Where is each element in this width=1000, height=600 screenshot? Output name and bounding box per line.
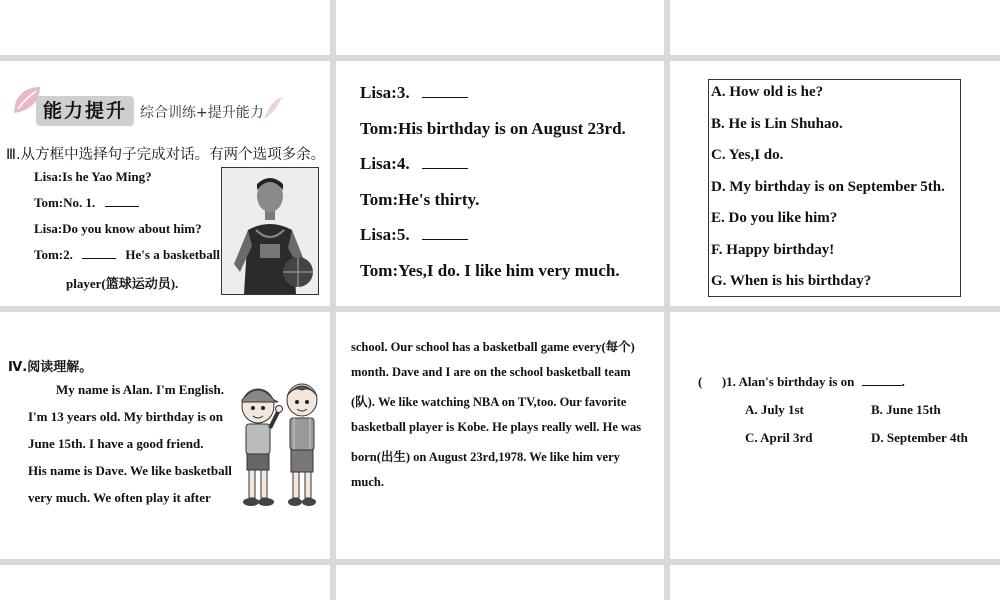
dialogue-text: Tom:No. 1.	[34, 195, 96, 210]
choice-d[interactable]: D. September 4th	[871, 430, 968, 445]
panel-top-right-strip	[670, 0, 1000, 55]
choice-a[interactable]: A. July 1st	[745, 402, 804, 417]
passage-line-11: much.	[351, 474, 384, 489]
panel-top-left-strip	[0, 0, 330, 55]
dialogue-text: Lisa:4.	[360, 154, 410, 173]
banner-title: 能力提升	[36, 96, 134, 126]
option-e[interactable]: E. Do you like him?	[711, 210, 838, 226]
answer-blank-3[interactable]	[422, 96, 468, 98]
panel-section4-mid	[336, 312, 664, 559]
passage-line-6: school. Our school has a basketball game every(每个)	[351, 340, 635, 354]
answer-blank-1[interactable]	[105, 205, 139, 207]
panel-section4-right	[670, 312, 1000, 559]
panel-section3-right	[670, 61, 1000, 306]
panel-bottom-left-strip	[0, 565, 330, 600]
dialogue-text: Tom:2.	[34, 247, 73, 262]
passage-line-9: basketball player is Kobe. He plays really well. He was	[351, 419, 642, 434]
dialogue-text: Lisa:Is he Yao Ming?	[34, 169, 152, 184]
choice-b[interactable]: B. June 15th	[871, 402, 941, 417]
option-c[interactable]: C. Yes,I do.	[711, 147, 784, 163]
banner-subtitle: 综合训练+提升能力	[140, 105, 264, 121]
dialogue-line-6	[360, 83, 468, 103]
passage-line-8: (队). We like watching NBA on TV,too. Our favorite	[351, 395, 627, 409]
passage-line-4: His name is Dave. We like basketball	[28, 463, 232, 478]
option-d[interactable]: D. My birthday is on September 5th.	[711, 178, 945, 195]
basketball-player-photo	[221, 167, 319, 295]
option-f[interactable]: F. Happy birthday!	[711, 241, 835, 258]
player-image	[222, 168, 318, 294]
passage-line-1: My name is Alan. I'm English.	[56, 382, 224, 397]
option-a[interactable]: A. How old is he?	[711, 84, 824, 100]
passage-line-2: I'm 13 years old. My birthday is on	[28, 409, 224, 424]
dialogue-text: Lisa:Do you know about him?	[34, 221, 202, 236]
passage-line-5: very much. We often play it after	[28, 490, 211, 505]
panel-section4-left	[0, 312, 330, 559]
passage-line-7: month. Dave and I are on the school basketball team	[351, 364, 631, 379]
panel-bottom-right-strip	[670, 565, 1000, 600]
answer-paren[interactable]: ( )	[698, 374, 727, 389]
dialogue-line-4	[34, 247, 220, 263]
section3-instruction: Ⅲ.从方框中选择句子完成对话。有两个选项多余。	[6, 147, 326, 163]
question-blank	[862, 384, 902, 386]
dialogue-line-7: Tom:His birthday is on August 23rd.	[360, 119, 626, 138]
panel-section3-mid	[336, 61, 664, 306]
passage-line-10: born(出生) on August 23rd,1978. We like him very	[351, 450, 620, 464]
dialogue-line-3	[34, 221, 202, 237]
feather-icon	[262, 95, 284, 121]
passage-line-3: June 15th. I have a good friend.	[28, 436, 204, 451]
dialogue-line-5	[66, 273, 178, 292]
dialogue-line-10	[360, 225, 468, 245]
option-b[interactable]: B. He is Lin Shuhao.	[711, 115, 843, 132]
answer-blank-2[interactable]	[82, 257, 116, 259]
dialogue-line-9: Tom:He's thirty.	[360, 190, 480, 209]
dialogue-line-1	[34, 169, 152, 185]
question-stem: 1. Alan's birthday is on	[726, 374, 855, 389]
answer-blank-4[interactable]	[422, 167, 468, 169]
dialogue-line-2	[34, 195, 139, 211]
dialogue-text: Lisa:3.	[360, 83, 410, 102]
dialogue-text: Lisa:5.	[360, 225, 410, 244]
question-1: ( )1. Alan's birthday is on .	[698, 374, 905, 389]
choice-c[interactable]: C. April 3rd	[745, 430, 813, 445]
dialogue-line-8	[360, 154, 468, 174]
section-banner	[10, 83, 280, 123]
option-g[interactable]: G. When is his birthday?	[711, 273, 872, 289]
panel-top-mid-strip	[336, 0, 664, 55]
answer-blank-5[interactable]	[422, 238, 468, 240]
dialogue-text: player(篮球运动员).	[66, 276, 179, 291]
panel-bottom-mid-strip	[336, 565, 664, 600]
panel-section3-left	[0, 61, 330, 306]
section4-title: Ⅳ.阅读理解。	[8, 360, 93, 375]
dialogue-text: He's a basketball	[125, 247, 221, 262]
options-box	[708, 79, 961, 297]
dialogue-line-11: Tom:Yes,I do. I like him very much.	[360, 261, 620, 280]
two-boys-illustration	[234, 376, 326, 514]
